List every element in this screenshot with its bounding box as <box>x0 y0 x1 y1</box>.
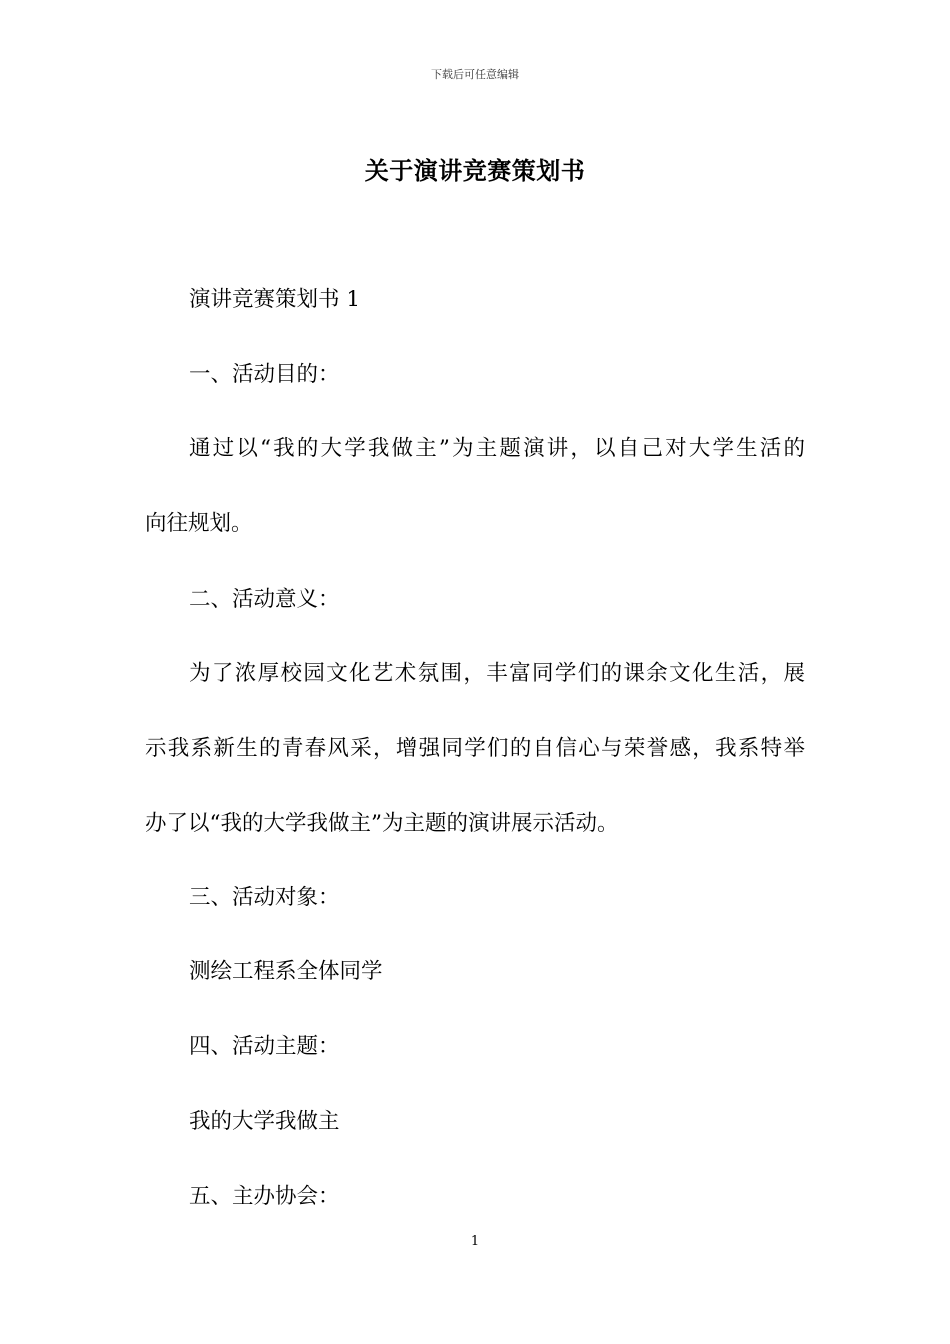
section5-heading: 五、主办协会： <box>189 1184 340 1209</box>
section2-heading: 二、活动意义： <box>189 587 340 612</box>
page-number: 1 <box>470 1234 480 1249</box>
section2-paragraph-line-3: 办了以“我的大学我做主”为主题的演讲展示活动。 <box>145 811 619 836</box>
section1-paragraph-line-2: 向往规划。 <box>145 511 253 536</box>
section2-paragraph-line-1: 为了浓厚校园文化艺术氛围，丰富同学们的课余文化生活，展 <box>189 661 805 686</box>
section1-heading: 一、活动目的： <box>189 362 340 387</box>
section3-paragraph: 测绘工程系全体同学 <box>189 959 383 984</box>
section4-heading: 四、活动主题： <box>189 1034 340 1059</box>
page-header-note: 下载后可任意编辑 <box>431 68 519 81</box>
section2-paragraph-line-2: 示我系新生的青春风采，增强同学们的自信心与荣誉感，我系特举 <box>145 736 805 761</box>
subtitle: 演讲竞赛策划书 1 <box>189 287 361 312</box>
document-title: 关于演讲竞赛策划书 <box>364 156 586 185</box>
section4-paragraph: 我的大学我做主 <box>189 1109 340 1134</box>
section3-heading: 三、活动对象： <box>189 885 340 910</box>
section1-paragraph-line-1: 通过以“我的大学我做主”为主题演讲，以自己对大学生活的 <box>189 436 805 461</box>
